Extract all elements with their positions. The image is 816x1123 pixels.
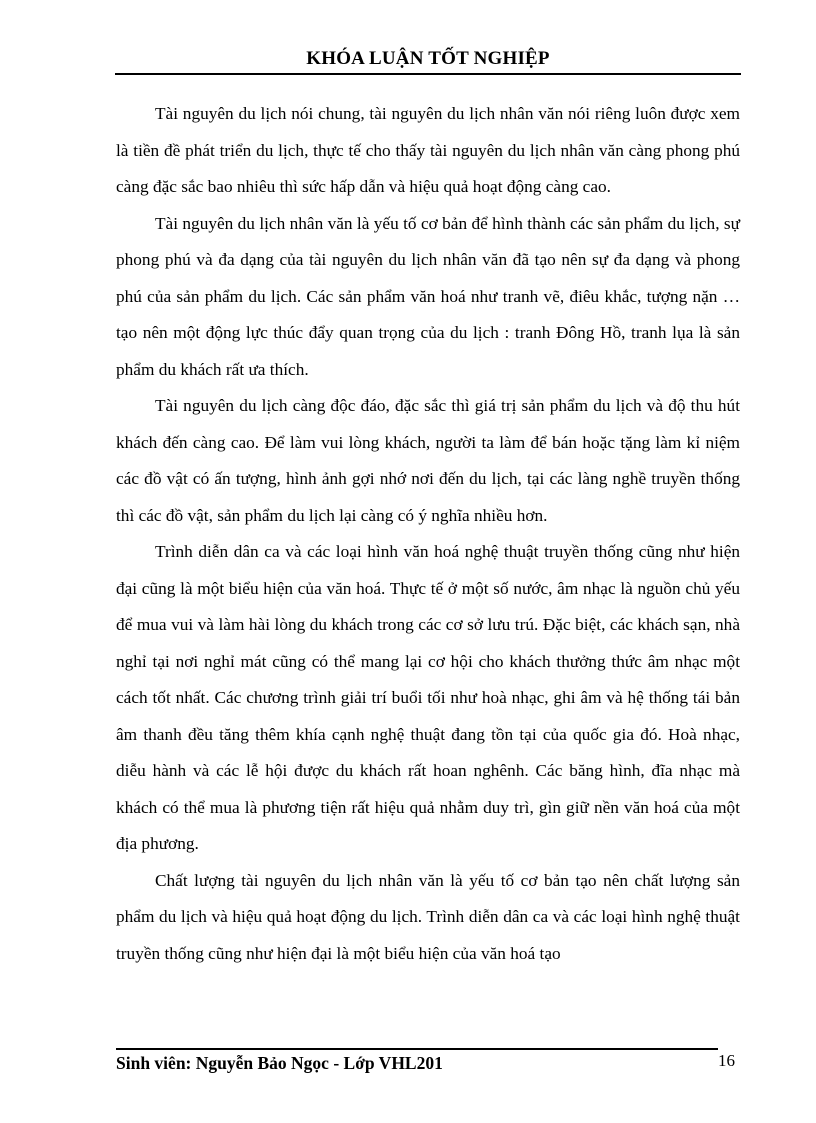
page-header-title: KHÓA LUẬN TỐT NGHIỆP <box>306 48 550 69</box>
paragraph: Tài nguyên du lịch càng độc đáo, đặc sắc thì giá trị sản phẩm du lịch và độ thu hút khách đến càng cao. Để làm vui lòng khách, người ta làm để bán hoặc tặng làm kỉ niệm các đồ vật có ấn tượng, hình ảnh gợi nhớ nơi đến du lịch, tại các làng nghề truyền thống thì các đồ vật, sản phẩm du lịch lại càng có ý nghĩa nhiều hơn. <box>116 396 740 525</box>
header-divider <box>115 73 741 75</box>
footer-divider <box>116 1048 718 1050</box>
page-number: 16 <box>718 1051 735 1070</box>
document-body <box>116 96 740 972</box>
footer-student-info: Sinh viên: Nguyễn Bảo Ngọc - Lớp VHL201 <box>116 1053 443 1073</box>
paragraph: Tài nguyên du lịch nói chung, tài nguyên du lịch nhân văn nói riêng luôn được xem là tiền đề phát triển du lịch, thực tế cho thấy tài nguyên du lịch nhân văn càng phong phú càng đặc sắc bao nhiêu thì sức hấp dẫn và hiệu quả hoạt động càng cao. <box>116 104 740 196</box>
paragraph: Trình diễn dân ca và các loại hình văn hoá nghệ thuật truyền thống cũng như hiện đại cũng là một biểu hiện của văn hoá. Thực tế ở một số nước, âm nhạc là nguồn chủ yếu để mua vui và làm hài lòng du khách trong các cơ sở lưu trú. Đặc biệt, các khách sạn, nhà nghỉ tại nơi nghỉ mát cũng có thể mang lại cơ hội cho khách thưởng thức âm nhạc một cách tốt nhất. Các chương trình giải trí buổi tối như hoà nhạc, ghi âm và hệ thống tái bản âm thanh đều tăng thêm khía cạnh nghệ thuật đang tồn tại của quốc gia đó. Hoà nhạc, diễu hành và các lễ hội được du khách rất hoan nghênh. Các băng hình, đĩa nhạc mà khách có thể mua là phương tiện rất hiệu quả nhằm duy trì, gìn giữ nền văn hoá của một địa phương. <box>116 542 740 853</box>
paragraph: Chất lượng tài nguyên du lịch nhân văn là yếu tố cơ bản tạo nên chất lượng sản phẩm du lịch và hiệu quả hoạt động du lịch. Trình diễn dân ca và các loại hình nghệ thuật truyền thống cũng như hiện đại là một biểu hiện của văn hoá tạo <box>116 870 740 963</box>
paragraph: Tài nguyên du lịch nhân văn là yếu tố cơ bản để hình thành các sản phẩm du lịch, sự phong phú và đa dạng của tài nguyên du lịch nhân văn đã tạo nên sự đa dạng và phong phú của sản phẩm du lịch. Các sản phẩm văn hoá như tranh vẽ, điêu khắc, tượng nặn … tạo nên một động lực thúc đẩy quan trọng của du lịch : tranh Đông Hồ, tranh lụa là sản phẩm du khách rất ưa thích. <box>116 213 740 379</box>
